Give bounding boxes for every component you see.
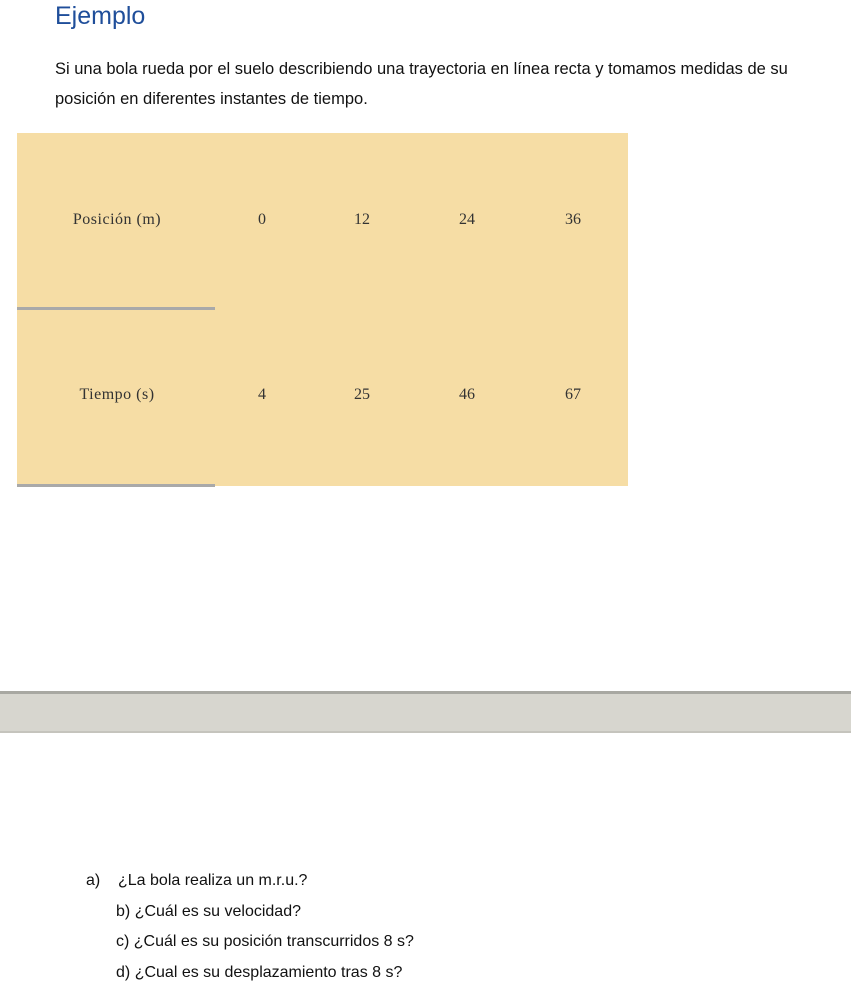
- row-label-position: Posición (m): [72, 211, 162, 228]
- table-row-time: [17, 386, 628, 416]
- page-title: Ejemplo: [55, 2, 146, 30]
- question-item: [86, 958, 786, 988]
- question-item: [86, 866, 786, 897]
- table-row-divider: [17, 484, 215, 487]
- table-row-divider: [17, 307, 215, 310]
- position-value-2: 12: [354, 211, 370, 228]
- time-value-1: 4: [258, 386, 266, 403]
- question-text: ¿Cual es su desplazamiento tras 8 s?: [134, 963, 403, 981]
- position-value-4: 36: [565, 211, 581, 228]
- table-row-position: [17, 211, 628, 241]
- row-label-time: Tiempo (s): [79, 386, 155, 403]
- time-value-2: 25: [354, 386, 370, 403]
- time-value-4: 67: [565, 386, 581, 403]
- time-value-3: 46: [459, 386, 475, 403]
- position-value-3: 24: [459, 211, 475, 228]
- question-item: [86, 897, 786, 928]
- position-value-1: 0: [258, 211, 266, 228]
- question-letter: c): [116, 933, 130, 950]
- question-text: ¿La bola realiza un m.r.u.?: [118, 872, 308, 889]
- section-divider-band: [0, 691, 851, 733]
- intro-paragraph: Si una bola rueda por el suelo describiendo una trayectoria en línea recta y tomamos medidas de su posición en diferentes instantes de tiempo.: [55, 60, 788, 108]
- question-text: ¿Cuál es su posición transcurridos 8 s?: [133, 933, 414, 950]
- question-letter: d): [116, 963, 131, 981]
- question-letter: b): [116, 902, 131, 920]
- question-text: ¿Cuál es su velocidad?: [134, 902, 301, 920]
- question-letter: a): [86, 872, 101, 889]
- question-list: [86, 866, 786, 988]
- question-item: [86, 927, 786, 958]
